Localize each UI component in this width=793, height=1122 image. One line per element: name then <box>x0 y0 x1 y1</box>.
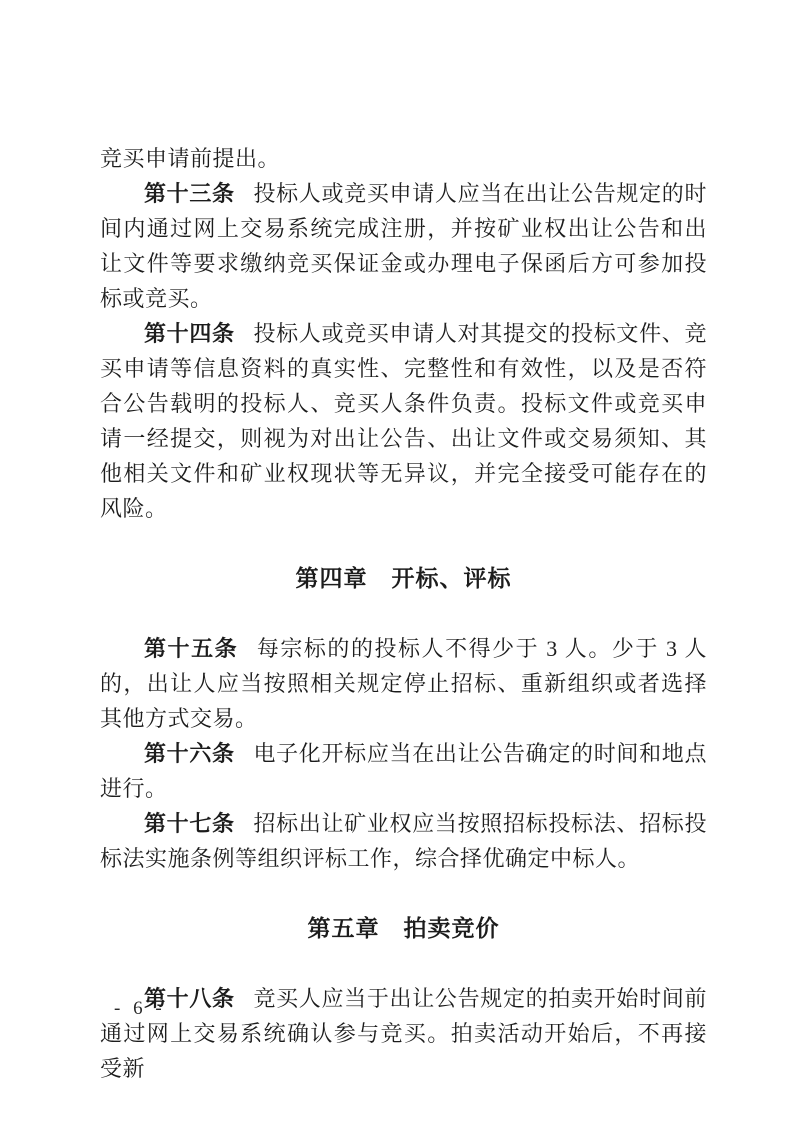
paragraph-article-13 <box>100 176 707 316</box>
paragraph-text: 招标出让矿业权应当按照招标投标法、招标投标法实施条例等组织评标工作，综合择优确定中标人。 <box>100 811 707 871</box>
paragraph-article-15 <box>100 631 707 736</box>
paragraph-article-16 <box>100 736 707 806</box>
paragraph-continuation <box>100 141 707 176</box>
paragraph-article-14 <box>100 316 707 526</box>
chapter-heading-4: 第四章 开标、评标 <box>295 565 512 591</box>
article-number-15: 第十五条 <box>144 636 239 661</box>
article-number-16: 第十六条 <box>144 741 235 766</box>
paragraph-text: 电子化开标应当在出让公告确定的时间和地点进行。 <box>100 741 707 801</box>
chapter-heading-5: 第五章 拍卖竞价 <box>307 915 500 941</box>
article-number-14: 第十四条 <box>144 321 235 346</box>
paragraph-text: 每宗标的的投标人不得少于 3 人。少于 3 人的，出让人应当按照相关规定停止招标、重新组织或者选择其他方式交易。 <box>100 636 707 731</box>
paragraph-text: 投标人或竞买申请人应当在出让公告规定的时间内通过网上交易系统完成注册，并按矿业权出让公告和出让文件等要求缴纳竞买保证金或办理电子保函后方可参加投标或竞买。 <box>100 181 707 311</box>
paragraph-article-17 <box>100 806 707 876</box>
article-number-13: 第十三条 <box>144 181 235 206</box>
paragraph-text: 投标人或竞买申请人对其提交的投标文件、竞买申请等信息资料的真实性、完整性和有效性，以及是否符合公告载明的投标人、竞买人条件负责。投标文件或竞买申请一经提交，则视为对出让公告、出让文件或交易须知、其他相关文件和矿业权现状等无异议，并完全接受可能存在的风险。 <box>100 321 707 521</box>
paragraph-article-18 <box>100 981 707 1086</box>
paragraph-text: 竞买人应当于出让公告规定的拍卖开始时间前通过网上交易系统确认参与竞买。拍卖活动开始后，不再接受新 <box>100 986 707 1081</box>
article-number-17: 第十七条 <box>144 811 235 836</box>
article-number-18: 第十八条 <box>144 986 235 1011</box>
paragraph-text: 竞买申请前提出。 <box>100 146 281 171</box>
document-body <box>100 141 707 1086</box>
page-number: - 6 - <box>114 998 166 1019</box>
